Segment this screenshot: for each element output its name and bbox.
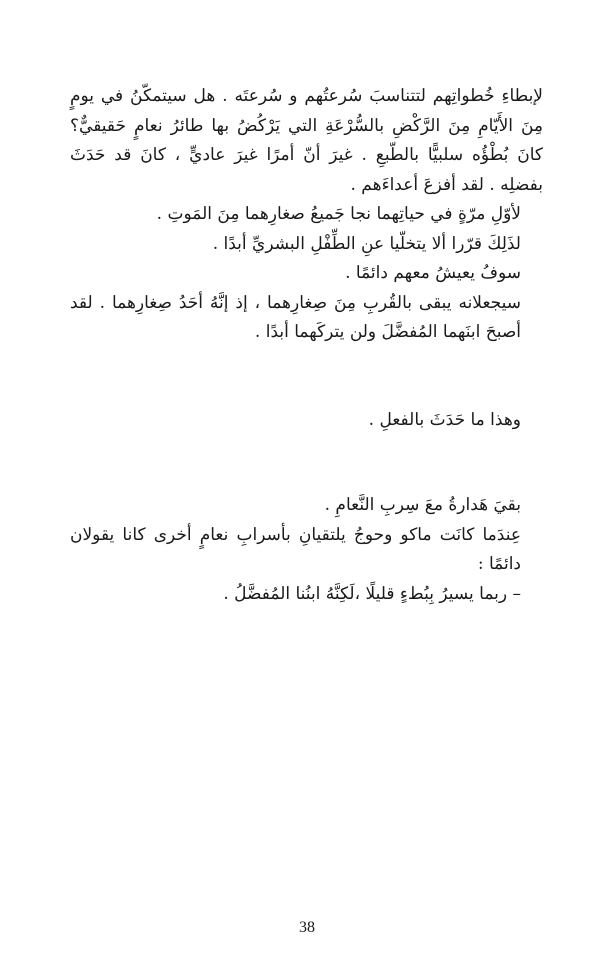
paragraph-3: لذَلِكَ قرّرا ألا يتخلّيا عنِ الطِّفْلِ البشريِّ أبدًا .	[212, 233, 521, 254]
paragraph-5: سيجعلانه يبقى بالقُربِ مِنَ صِغارِهما ، إذ إنَّهُ أحَدُ صِغارِهما . لقد أصبحَ ابنَهما المُفضَّلَ ولن يتركَهما أبدًا .	[70, 292, 521, 342]
paragraph-9: – ربما يسيرُ بِبُطءٍ قليلًا ،لَكِنَّهُ ابنُنا المُفضَّلُ .	[223, 583, 521, 604]
paragraph-7: بقيَ هَدارةُ معَ سِربِ النَّعامِ .	[324, 495, 521, 515]
page-number: 38	[299, 919, 315, 936]
paragraph-2: لأوّلِ مرّةٍ في حياتِهما نجا جَميعُ صغارِهما مِنَ المَوتِ .	[156, 204, 521, 224]
paragraph-6: وهذا ما حَدَثَ بالفعلِ .	[368, 409, 521, 430]
section-gap	[70, 435, 543, 491]
body-text	[70, 82, 543, 609]
paragraph-8: عِندَما كانَت ماكو وحوجُ يلتقيانِ بأسرابِ نعامٍ أخرى كانا يقولان دائمًا :	[70, 524, 521, 574]
paragraph-1: لإبطاءِ خُطواتِهم لتتناسبَ سُرعتُهم و سُرعتَه . هل سيتمكّنُ في يومٍ مِنَ الأَيّامِ مِنَ الرَّكْضِ بالسُّرْعَةِ التي يَرْكُضُ بها طائرُ نعامٍ حَقيقيٌّ؟ كانَ بُطْؤُه سلبيًّا بالطّبعِ . غيرَ أنّ أمرًا غيرَ عاديٍّ ، كانَ قد حَدَثَ بفضلِه . لقد أفزعَ أعداءَهم .	[70, 86, 543, 195]
section-gap	[70, 348, 543, 406]
paragraph-4: سوفُ يعيشُ معهم دائمًا .	[345, 263, 521, 283]
